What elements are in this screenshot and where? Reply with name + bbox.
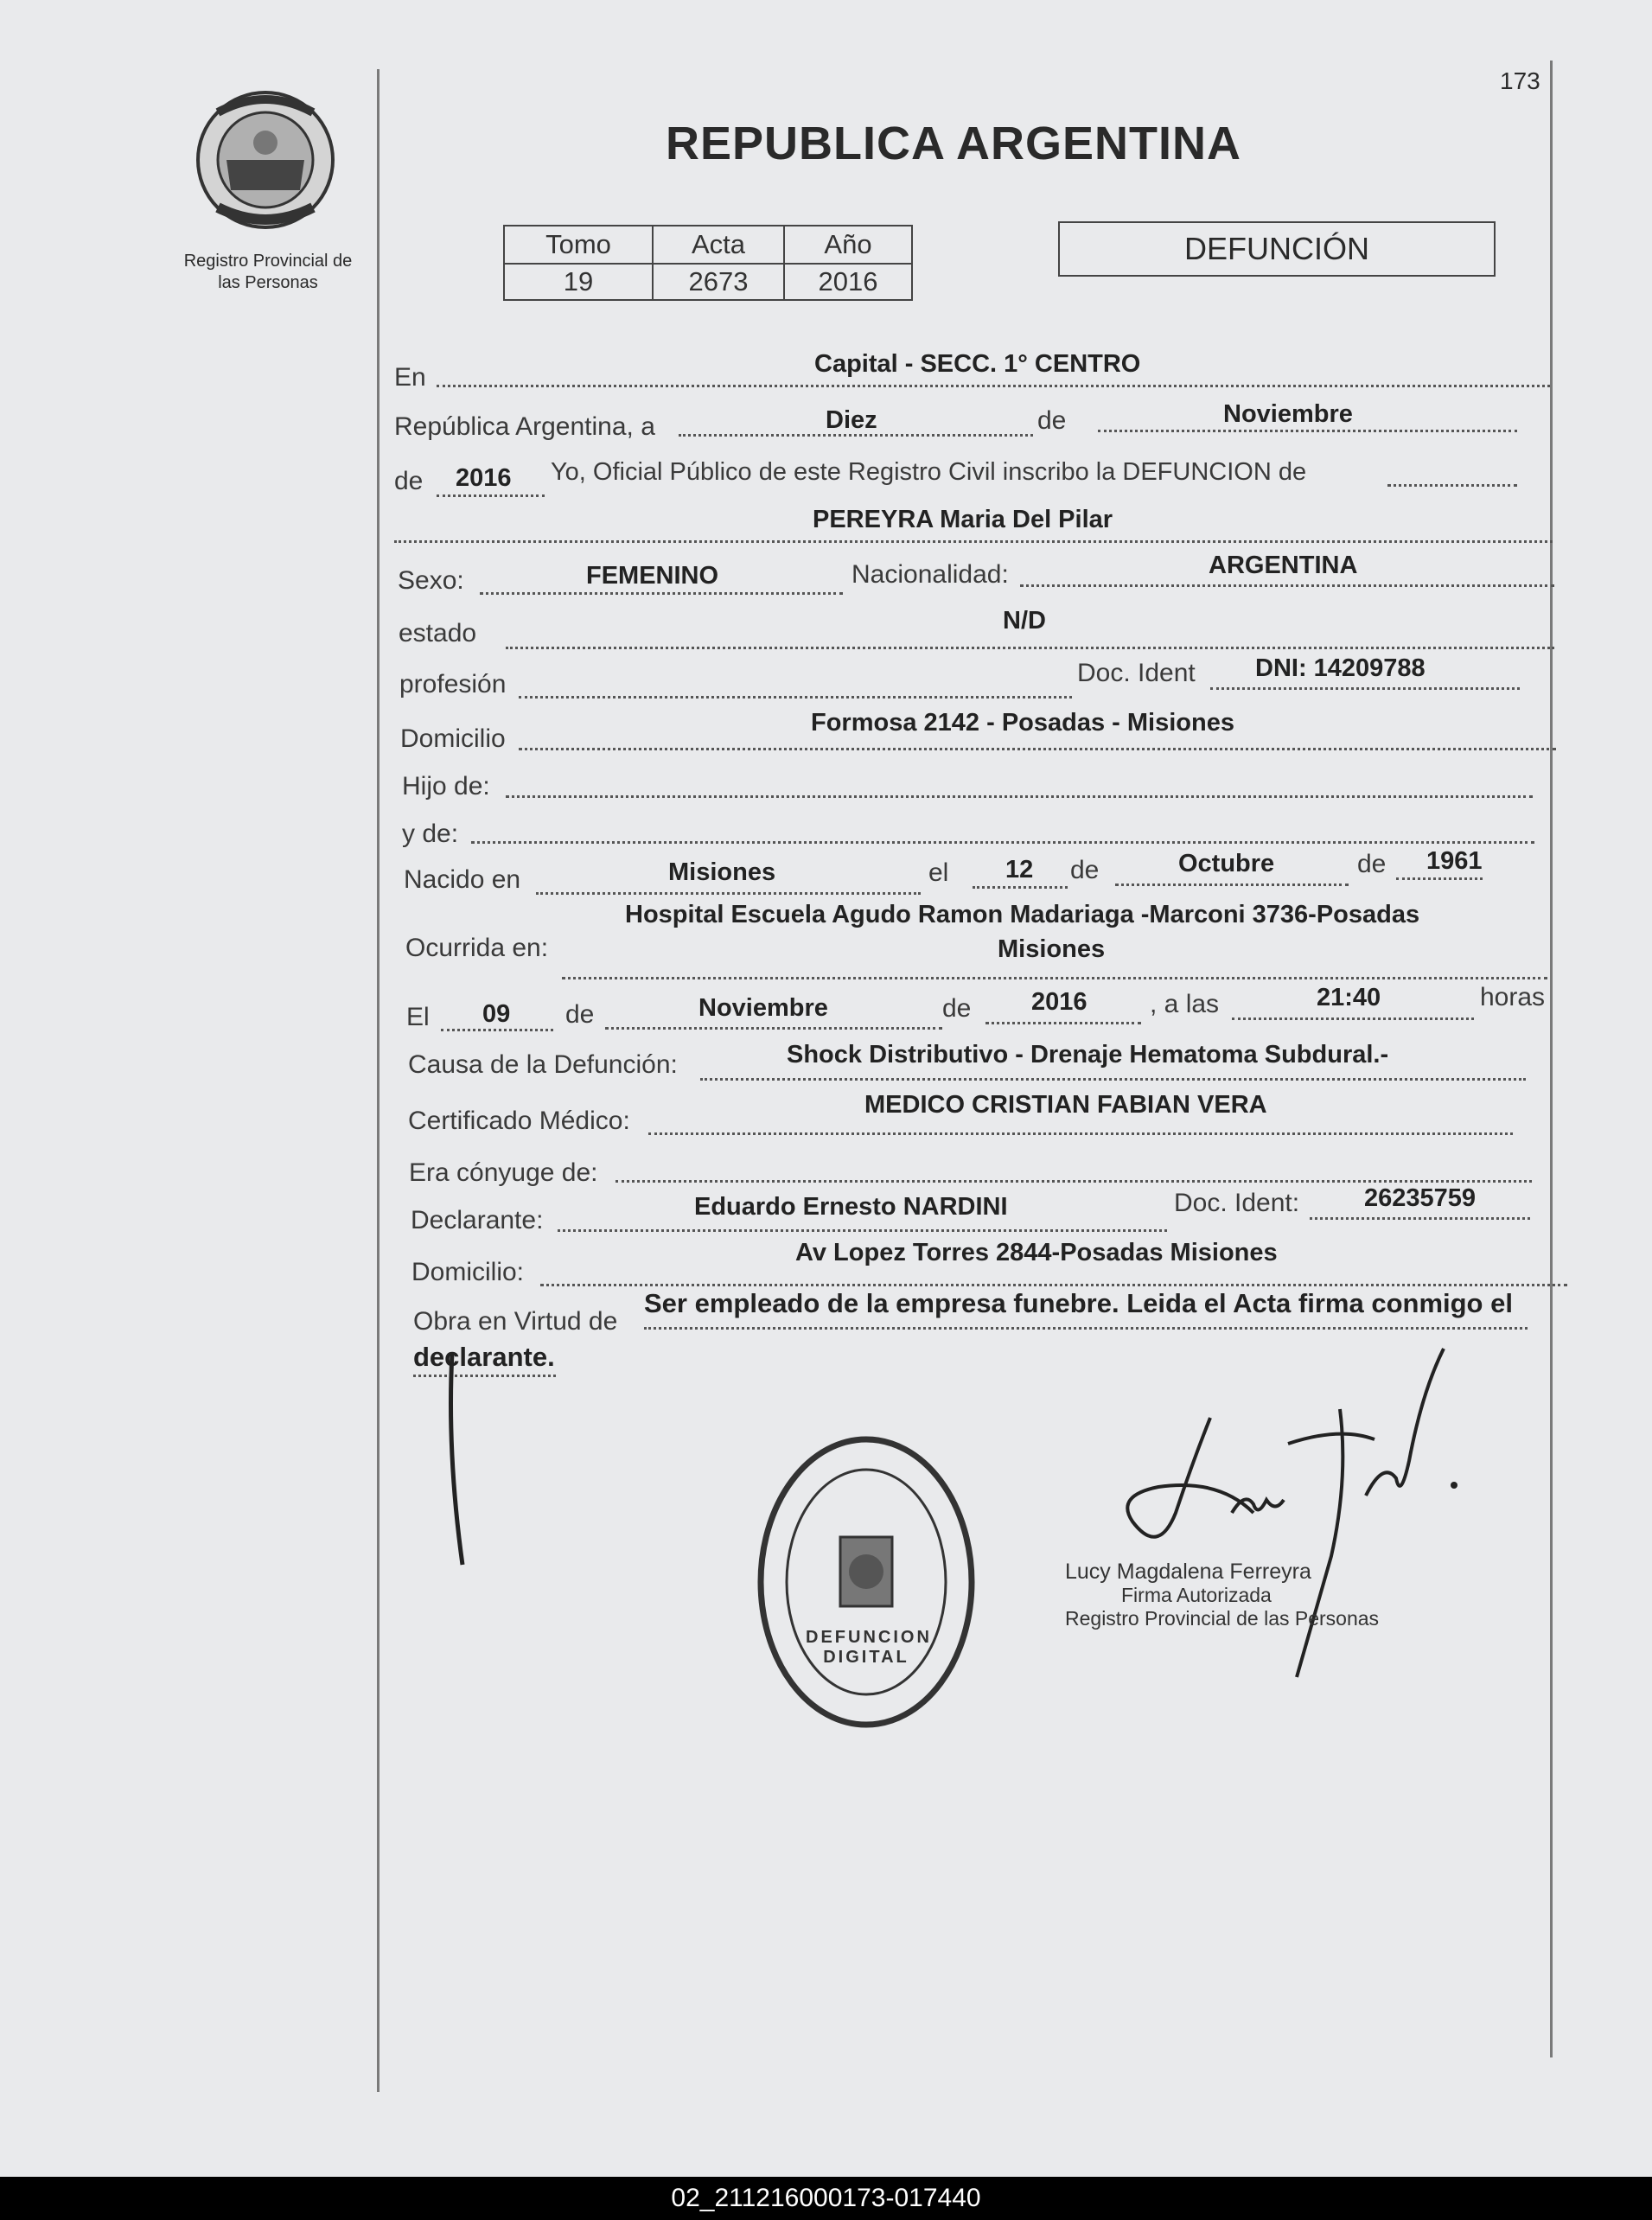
value-fallec-anio: 2016 — [1031, 988, 1088, 1016]
dots-ocurrida — [562, 977, 1547, 979]
value-nacido-anio: 1961 — [1426, 847, 1483, 875]
dots-sexo — [480, 592, 843, 595]
header-tomo: Tomo — [504, 226, 653, 264]
label-nacido: Nacido en — [404, 865, 521, 894]
label-hijo: Hijo de: — [402, 772, 490, 801]
dots-yo — [1387, 484, 1517, 487]
dots-fallec-mes — [605, 1027, 942, 1030]
label-declarante: Declarante: — [411, 1206, 544, 1234]
dots-declarante — [558, 1229, 1167, 1232]
label-causa: Causa de la Defunción: — [408, 1050, 678, 1079]
footer-code: 02_211216000173-017440 — [0, 2177, 1652, 2220]
value-certificado: MEDICO CRISTIAN FABIAN VERA — [864, 1091, 1267, 1119]
province-logo-icon — [192, 86, 339, 233]
value-ocurrida-1: Hospital Escuela Agudo Ramon Madariaga -Marconi 3736-Posadas — [625, 901, 1420, 928]
value-nacionalidad: ARGENTINA — [1209, 552, 1358, 579]
label-y-de: y de: — [402, 820, 459, 848]
value-obra-2: declarante. — [413, 1342, 555, 1372]
label-obra: Obra en Virtud de — [413, 1307, 618, 1336]
value-tomo: 19 — [504, 264, 653, 300]
dots-hijo — [506, 795, 1533, 798]
dots-domicilio-2 — [540, 1284, 1567, 1286]
dots-profesion — [519, 696, 1072, 699]
page-number: 173 — [1500, 67, 1540, 94]
dots-nacido-dia — [973, 886, 1068, 889]
dots-y-de — [471, 841, 1534, 844]
label-domicilio-2: Domicilio: — [411, 1258, 525, 1286]
value-nacido-mes: Octubre — [1178, 850, 1275, 877]
value-anio: 2016 — [784, 264, 912, 300]
signature-block — [1065, 1560, 1379, 1630]
label-estado: estado — [399, 619, 477, 648]
dots-nacido-anio — [1396, 877, 1483, 880]
register-value-row — [504, 264, 912, 300]
dots-hora — [1232, 1018, 1474, 1020]
dots-anio — [437, 494, 545, 497]
margin-mark-icon — [437, 1349, 488, 1573]
value-nacido-dia: 12 — [1005, 856, 1034, 884]
label-de-2: de — [394, 467, 424, 495]
label-domicilio: Domicilio — [400, 724, 506, 753]
value-declarante-doc: 26235759 — [1364, 1184, 1477, 1212]
value-sexo: FEMENINO — [586, 562, 719, 590]
seal-center-text: DEFUNCION DIGITAL — [806, 1628, 932, 1667]
label-conyuge: Era cónyuge de: — [409, 1158, 598, 1187]
label-de: de — [1037, 406, 1067, 435]
signer-role: Firma Autorizada — [1121, 1584, 1272, 1606]
page-title: REPUBLICA ARGENTINA — [666, 118, 1241, 169]
value-acta: 2673 — [653, 264, 784, 300]
label-sexo: Sexo: — [398, 566, 464, 595]
value-lugar: Capital - SECC. 1° CENTRO — [814, 350, 1141, 378]
org-line-1: Registro Provincial de — [183, 252, 353, 271]
dots-obra — [644, 1327, 1528, 1330]
label-certificado: Certificado Médico: — [408, 1107, 630, 1135]
label-de-c: de — [565, 1000, 595, 1029]
value-nombre: PEREYRA Maria Del Pilar — [813, 506, 1113, 533]
label-horas: horas — [1480, 983, 1546, 1011]
doc-type-box — [1058, 221, 1496, 277]
value-domicilio-2: Av Lopez Torres 2844-Posadas Misiones — [795, 1239, 1278, 1266]
header-acta: Acta — [653, 226, 784, 264]
value-fallec-dia: 09 — [482, 1000, 511, 1028]
dots-nacido-mes — [1115, 884, 1349, 886]
label-El: El — [406, 1003, 430, 1031]
official-seal — [754, 1433, 979, 1732]
label-profesion: profesión — [399, 670, 507, 699]
value-hora: 21:40 — [1317, 984, 1381, 1011]
seal-icon — [754, 1433, 979, 1732]
dots-nombre — [394, 540, 1553, 543]
register-header-row — [504, 226, 912, 264]
value-obra-1: Ser empleado de la empresa funebre. Leida el Acta firma conmigo el — [644, 1288, 1513, 1318]
value-anio: 2016 — [456, 464, 512, 492]
value-dia: Diez — [826, 406, 877, 434]
right-margin-line — [1550, 61, 1553, 2057]
dots-conyuge — [616, 1180, 1532, 1183]
label-nacionalidad: Nacionalidad: — [852, 560, 1009, 589]
left-margin-line — [377, 69, 380, 2092]
label-de-b: de — [1357, 850, 1387, 878]
doc-type: DEFUNCIÓN — [1184, 231, 1369, 266]
dots-mes — [1098, 430, 1517, 432]
dots-declarante-doc — [1310, 1217, 1530, 1220]
value-causa: Shock Distributivo - Drenaje Hematoma Subdural.- — [787, 1041, 1389, 1069]
value-estado: N/D — [1003, 607, 1046, 635]
value-mes: Noviembre — [1223, 400, 1353, 428]
label-ocurrida: Ocurrida en: — [405, 934, 549, 962]
signer-org: Registro Provincial de las Personas — [1065, 1607, 1380, 1630]
signature-icon — [1081, 1340, 1496, 1686]
dots-certificado — [648, 1132, 1513, 1135]
dots-nacido-lugar — [536, 892, 921, 895]
label-de-d: de — [942, 994, 972, 1023]
value-doc: DNI: 14209788 — [1255, 654, 1426, 682]
dots-causa — [700, 1078, 1526, 1081]
label-el: el — [928, 858, 949, 887]
dots-estado — [506, 647, 1554, 649]
dots-domicilio — [519, 748, 1556, 750]
label-doc-ident: Doc. Ident — [1077, 659, 1196, 687]
dots-fallec-anio — [985, 1022, 1141, 1024]
label-doc-ident-2: Doc. Ident: — [1174, 1189, 1300, 1217]
dots-fallec-dia — [441, 1029, 553, 1031]
org-name — [156, 251, 380, 294]
header-anio: Año — [784, 226, 912, 264]
label-de-a: de — [1070, 856, 1100, 884]
dots-en — [437, 385, 1550, 387]
register-table — [503, 225, 913, 301]
value-nacido-lugar: Misiones — [668, 858, 776, 886]
value-domicilio: Formosa 2142 - Posadas - Misiones — [811, 709, 1234, 737]
label-republica: República Argentina, a — [394, 412, 655, 441]
signer-name: Lucy Magdalena Ferreyra — [1065, 1560, 1311, 1584]
label-en: En — [394, 363, 426, 392]
dots-nacionalidad — [1020, 584, 1554, 587]
label-a-las: , a las — [1150, 990, 1220, 1018]
dots-doc — [1210, 687, 1520, 690]
org-line-2: las Personas — [218, 273, 318, 292]
label-yo: Yo, Oficial Público de este Registro Civil inscribo la DEFUNCION de — [551, 458, 1307, 486]
value-fallec-mes: Noviembre — [698, 994, 828, 1022]
value-declarante: Eduardo Ernesto NARDINI — [694, 1193, 1008, 1221]
value-ocurrida-2: Misiones — [998, 935, 1106, 963]
